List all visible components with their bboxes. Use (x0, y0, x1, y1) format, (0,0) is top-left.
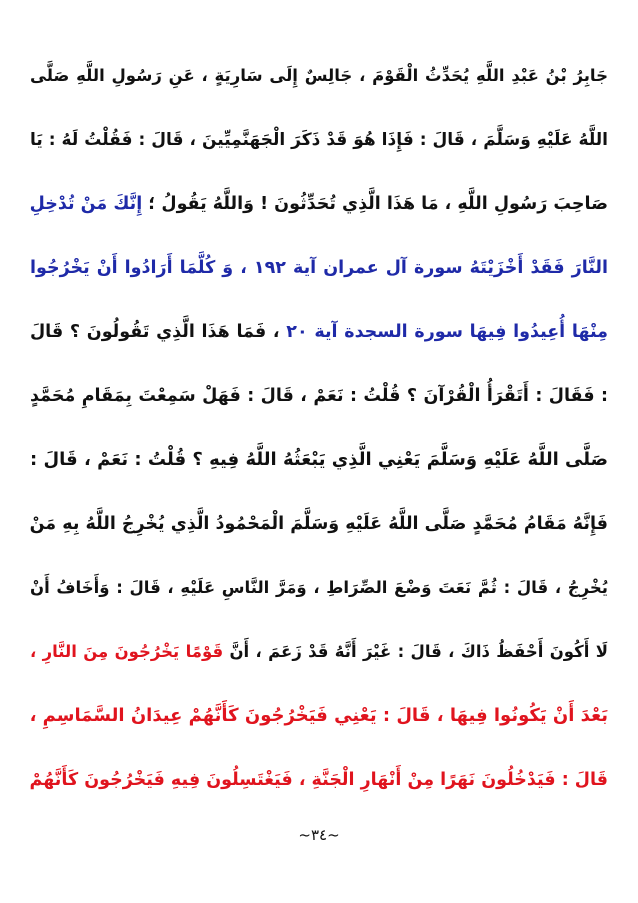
quran-verse-segment: النَّارَ فَقَدْ أَخْزَيْتَهُ سورة آل عمران آية ١٩٢ ، وَ كُلَّمَا أَرَادُوا أَنْ يَخْرُجُوا (30, 258, 608, 278)
text-line-12 (30, 748, 608, 812)
text-line-5 (30, 300, 608, 364)
highlight-segment: قَالَ : فَيَدْخُلُونَ نَهَرًا مِنْ أَنْهَارِ الْجَنَّةِ ، فَيَغْتَسِلُونَ فِيهِ فَيَخْرُجُونَ كَأَنَّهُمْ (30, 770, 608, 790)
text-segment: جَابِرُ بْنُ عَبْدِ اللَّهِ يُحَدِّثُ الْقَوْمَ ، جَالِسٌ إِلَى سَارِيَةٍ ، عَنِ رَسُولِ اللَّهِ صَلَّى (30, 66, 608, 85)
quran-verse-segment: مِنْهَا أُعِيدُوا فِيهَا سورة السجدة آية ٢٠ (286, 322, 608, 342)
text-line-6 (30, 364, 608, 428)
text-segment: صَاحِبَ رَسُولِ اللَّهِ ، مَا هَذَا الَّذِي تُحَدِّثُونَ ! وَاللَّهُ يَقُولُ ؛ (142, 194, 608, 214)
quran-verse-segment: إِنَّكَ مَنْ تُدْخِلِ (30, 194, 143, 214)
text-segment: يُخْرِجُ ، قَالَ : ثُمَّ نَعَتَ وَضْعَ الصِّرَاطِ ، وَمَرَّ النَّاسِ عَلَيْهِ ، قَالَ : وَأَخَافُ أَنْ (30, 578, 608, 597)
hadith-text (30, 44, 608, 812)
text-line-4 (30, 236, 608, 300)
page-number: ~٣٤~ (298, 826, 340, 844)
text-segment: : فَقَالَ : أَتَقْرَأُ الْقُرْآنَ ؟ قُلْتُ : نَعَمْ ، قَالَ : فَهَلْ سَمِعْتَ بِمَقَامِ مُحَمَّدٍ (30, 386, 608, 406)
text-line-2 (30, 108, 608, 172)
text-line-7 (30, 428, 608, 492)
text-segment: ، فَمَا هَذَا الَّذِي تَقُولُونَ ؟ قَالَ (30, 322, 287, 342)
text-segment: اللَّهُ عَلَيْهِ وَسَلَّمَ ، قَالَ : فَإِذَا هُوَ قَدْ ذَكَرَ الْجَهَنَّمِيِّينَ ، قَالَ : فَقُلْتُ لَهُ : يَا (30, 130, 608, 150)
highlight-segment: قَوْمًا يَخْرُجُونَ مِنَ النَّارِ ، (30, 642, 224, 661)
text-line-3 (30, 172, 608, 236)
text-line-8 (30, 492, 608, 556)
text-line-9 (30, 556, 608, 620)
highlight-segment: بَعْدَ أَنْ يَكُونُوا فِيهَا ، قَالَ : يَعْنِي فَيَخْرُجُونَ كَأَنَّهُمْ عِيدَانُ السَّمَاسِمِ ، (30, 705, 608, 726)
text-line-10 (30, 620, 608, 684)
text-segment: صَلَّى اللَّهُ عَلَيْهِ وَسَلَّمَ يَعْنِي الَّذِي يَبْعَثُهُ اللَّهُ فِيهِ ؟ قُلْتُ : نَعَمْ ، قَالَ : (30, 449, 608, 470)
text-segment: فَإِنَّهُ مَقَامُ مُحَمَّدٍ صَلَّى اللَّهُ عَلَيْهِ وَسَلَّمَ الْمَحْمُودُ الَّذِي يُخْرِجُ اللَّهُ بِهِ مَنْ (30, 514, 608, 534)
text-line-1 (30, 44, 608, 108)
text-line-11 (30, 684, 608, 748)
text-segment: لَا أَكُونَ أَحْفَظُ ذَاكَ ، قَالَ : غَيْرَ أَنَّهُ قَدْ زَعَمَ ، أَنَّ (223, 642, 608, 661)
